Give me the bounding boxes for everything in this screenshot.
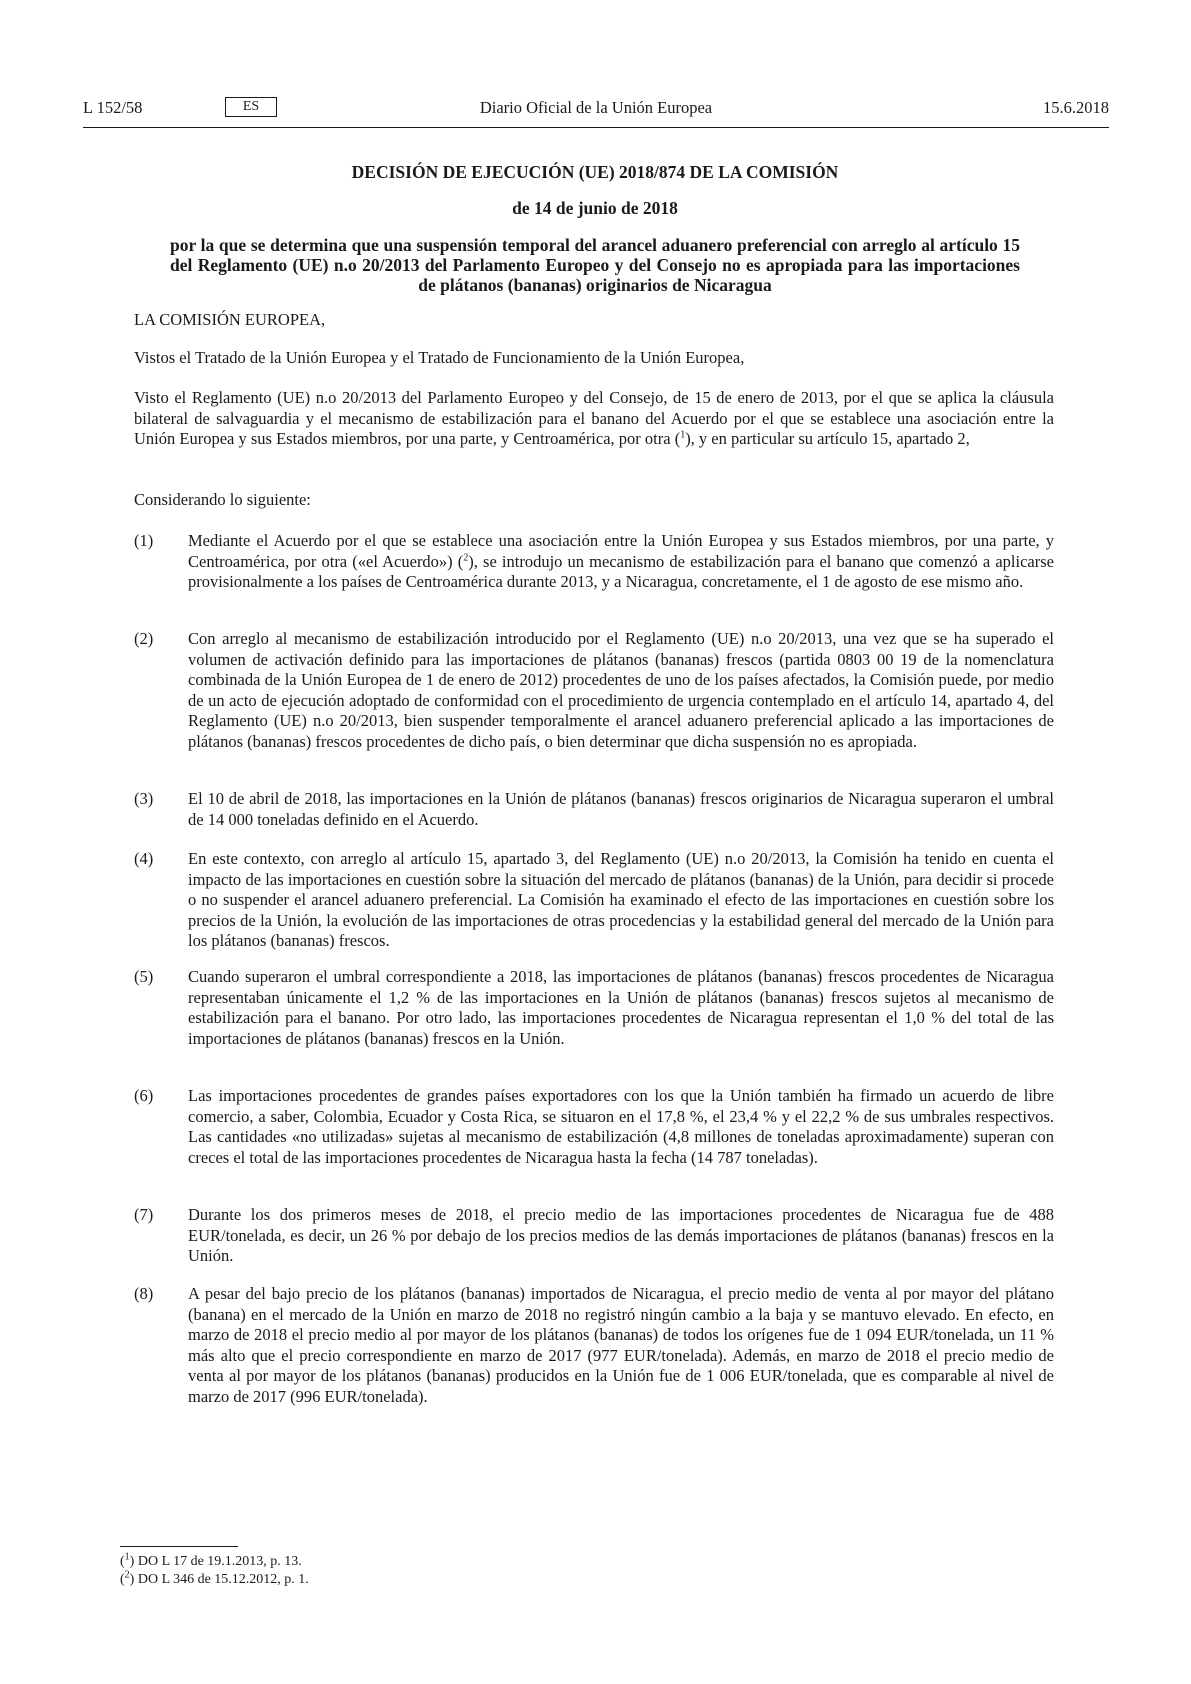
journal-reference: L 152/58 (83, 98, 143, 117)
decision-date: de 14 de junio de 2018 (512, 198, 678, 218)
decision-title: DECISIÓN DE EJECUCIÓN (UE) 2018/874 DE LA COMISIÓN (351, 162, 839, 182)
issuing-authority: LA COMISIÓN EUROPEA, (134, 310, 326, 329)
recital-number: (8) (134, 1284, 154, 1303)
recital-text: Cuando superaron el umbral correspondiente a 2018, las importaciones de plátanos (bananas) frescos procedentes de Nicaragua representaban únicamente el 1,2 % de las importaciones en la Unión de plátanos (bananas) frescos sujetos al mecanismo de estabilización para el banano. Por otro lado, las importaciones procedentes de Nicaragua representan el 1,0 % del total de las importaciones de plátanos (bananas) frescos en la Unión. (188, 967, 1054, 1048)
footnote-mark: 2 (124, 1569, 130, 1581)
recital-text: Con arreglo al mecanismo de estabilización introducido por el Reglamento (UE) n.o 20/2013, una vez que se ha superado el volumen de activación definido para las importaciones de plátanos (bananas) frescos (partida 0803 00 19 de la nomenclatura combinada de la Unión Europea de 1 de enero de 2012) procedentes de uno de los países afectados, la Comisión puede, por medio de un acto de ejecución adoptado de conformidad con el procedimiento de urgencia contemplado en el artículo 14, apartado 4, del Reglamento (UE) n.o 20/2013, bien suspender temporalmente el arancel aduanero preferencial aplicado a las importaciones de plátanos (bananas) frescos procedentes de dicho país, o bien determinar que dicha suspensión no es apropiada. (188, 629, 1054, 751)
recital-text: Las importaciones procedentes de grandes países exportadores con los que la Unión también ha firmado un acuerdo de libre comercio, a saber, Colombia, Ecuador y Costa Rica, se situaron en el 17,8 %, el 23,4 % y el 22,2 % de sus umbrales respectivos. Las cantidades «no utilizadas» sujetas al mecanismo de estabilización (4,8 millones de toneladas aproximadamente) superan con creces el total de las importaciones procedentes de Nicaragua hasta la fecha (14 787 toneladas). (188, 1086, 1054, 1167)
recital-text: Durante los dos primeros meses de 2018, el precio medio de las importaciones procedentes de Nicaragua fue de 488 EUR/tonelada, es decir, un 26 % por debajo de los precios medios de las demás importaciones de plátanos (bananas) frescos en la Unión. (188, 1205, 1054, 1265)
header-rule (83, 127, 1109, 128)
journal-title: Diario Oficial de la Unión Europea (479, 98, 713, 117)
considering-intro: Considerando lo siguiente: (134, 490, 311, 509)
decision-title-block (170, 161, 1020, 295)
citation-treaties: Vistos el Tratado de la Unión Europea y el Tratado de Funcionamiento de la Unión Europea, (134, 348, 745, 367)
recital-number: (7) (134, 1205, 154, 1224)
recital-number: (2) (134, 629, 154, 648)
citation-regulation: Visto el Reglamento (UE) n.o 20/2013 del Parlamento Europeo y del Consejo, de 15 de enero de 2013, por el que se aplica la cláusula bilateral de salvaguardia y el mecanismo de estabilización para el banano del Acuerdo por el que se establece una asociación entre la Unión Europea y sus Estados miembros, por una parte, y Centroamérica, por otra ($^1$), y en particular su artículo 15, apartado 2, (134, 388, 1054, 448)
footnote: ($^2$) DO L 346 de 15.12.2012, p. 1. (120, 1569, 309, 1587)
recital-number: (6) (134, 1086, 154, 1105)
language-box: ES (225, 97, 277, 117)
footnote-rule (120, 1546, 238, 1547)
recital-number: (5) (134, 967, 154, 986)
recital-number: (4) (134, 849, 154, 868)
publication-date: 15.6.2018 (1043, 98, 1109, 117)
footnote-ref[interactable]: 1 (680, 429, 686, 441)
recital-number: (1) (134, 531, 154, 550)
recital-text: En este contexto, con arreglo al artículo 15, apartado 3, del Reglamento (UE) n.o 20/2013, la Comisión ha tenido en cuenta el impacto de las importaciones en cuestión sobre la situación del mercado de plátanos (bananas) de la Unión, para decidir si procede o no suspender el arancel aduanero preferencial. La Comisión ha examinado el efecto de las importaciones en cuestión sobre los precios de la Unión, la evolución de las importaciones de otras procedencias y la estabilidad general del mercado de la Unión para los plátanos (bananas) frescos. (188, 849, 1054, 950)
recital-text: A pesar del bajo precio de los plátanos (bananas) importados de Nicaragua, el precio medio de venta al por mayor del plátano (banana) en el mercado de la Unión en marzo de 2018 no registró ningún cambio a la baja y se mantuvo elevado. En efecto, en marzo de 2018 el precio medio al por mayor de los plátanos (bananas) de todos los orígenes fue de 1 094 EUR/tonelada, un 11 % más alto que el precio correspondiente en marzo de 2017 (977 EUR/tonelada). Además, en marzo de 2018 el precio medio de venta al por mayor de los plátanos (bananas) producidos en la Unión fue de 1 006 EUR/tonelada, que es comparable al nivel de marzo de 2017 (996 EUR/tonelada). (188, 1284, 1054, 1406)
recital-text: Mediante el Acuerdo por el que se establece una asociación entre la Unión Europea y sus Estados miembros, por una parte, y Centroamérica, por otra («el Acuerdo») ($^2$), se introdujo un mecanismo de estabilización para el banano que comenzó a aplicarse provisionalmente a los países de Centroamérica durante 2013, y a Nicaragua, concretamente, el 1 de agosto de ese mismo año. (188, 531, 1054, 591)
footnotes (120, 1553, 309, 1589)
footnote-mark: 1 (124, 1551, 130, 1563)
footnote: ($^1$) DO L 17 de 19.1.2013, p. 13. (120, 1551, 302, 1569)
decision-subject: por la que se determina que una suspensión temporal del arancel aduanero preferencial con arreglo al artículo 15 del Reglamento (UE) n.o 20/2013 del Parlamento Europeo y del Consejo no es apropiada para las importaciones de plátanos (bananas) originarios de Nicaragua (170, 235, 1020, 295)
recital-number: (3) (134, 789, 154, 808)
footnote-ref[interactable]: 2 (463, 552, 469, 563)
recital-text: El 10 de abril de 2018, las importaciones en la Unión de plátanos (bananas) frescos originarios de Nicaragua superaron el umbral de 14 000 toneladas definido en el Acuerdo. (188, 789, 1054, 829)
journal-header (83, 96, 1109, 120)
